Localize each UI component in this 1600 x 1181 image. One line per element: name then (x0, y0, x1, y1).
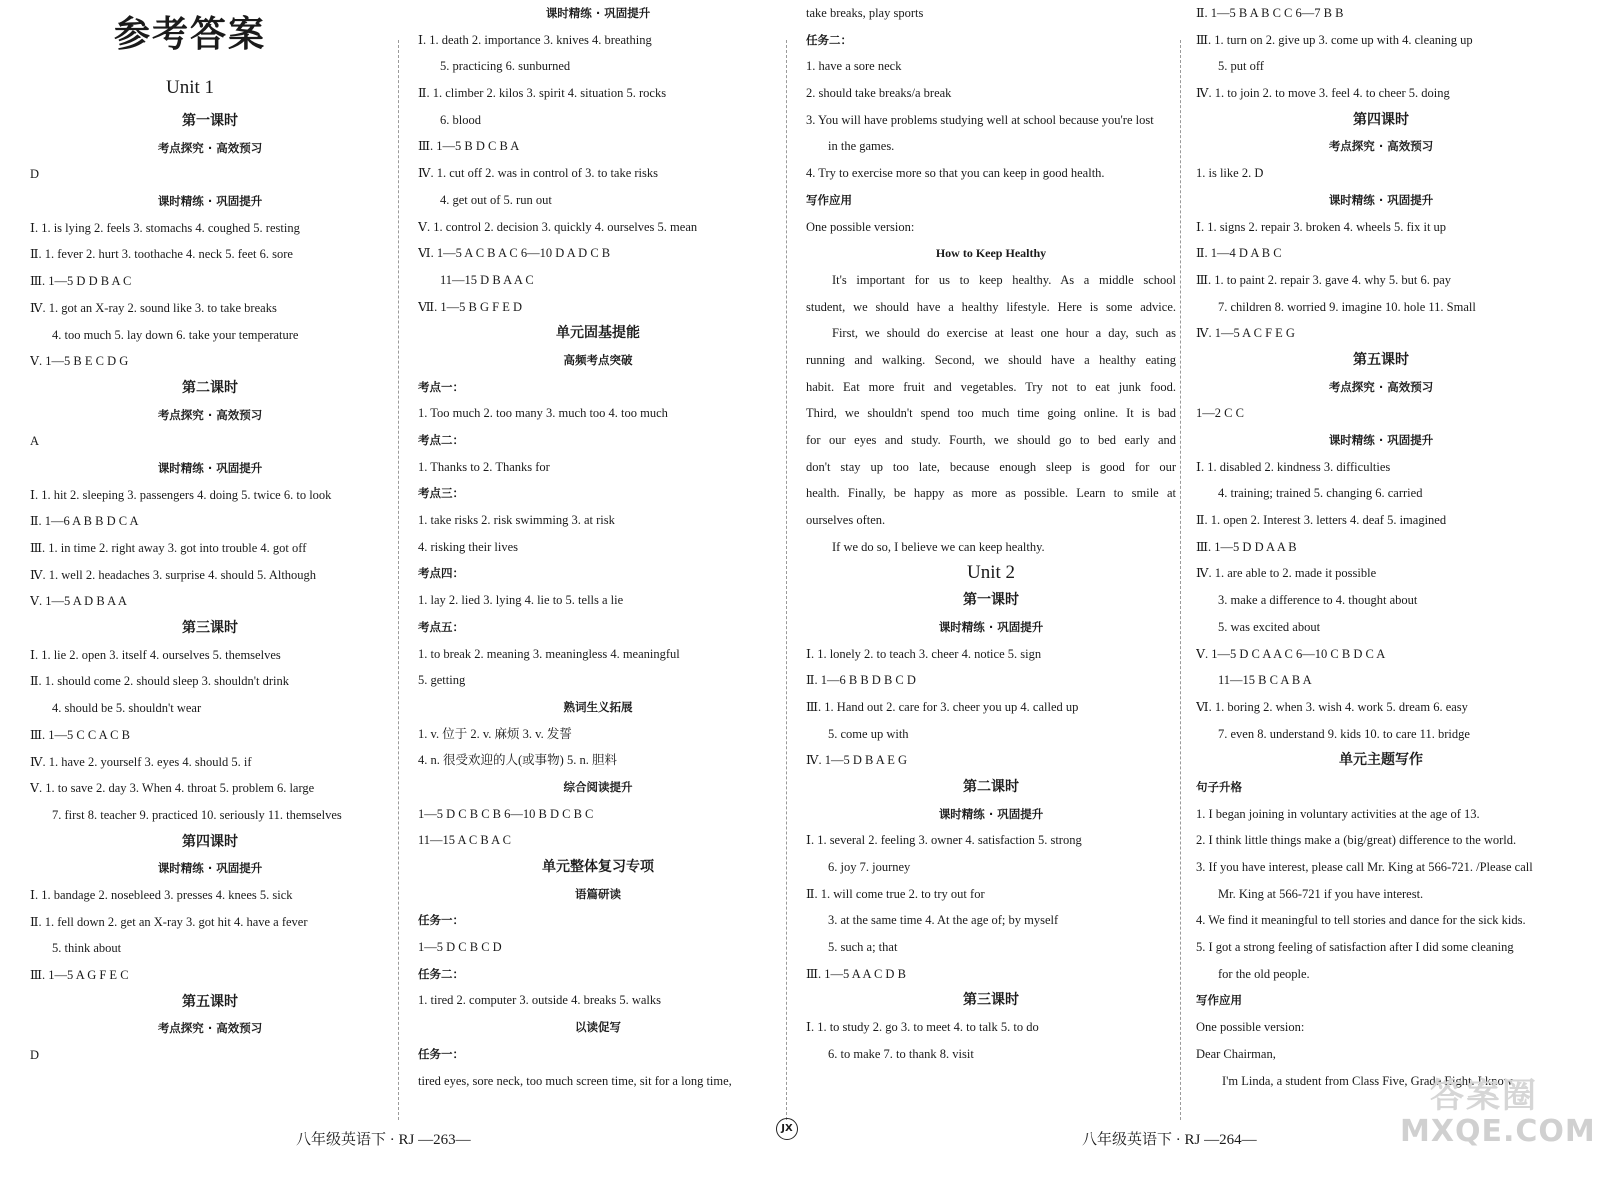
answer-line: Ⅴ. 1—5 B E C D G (30, 354, 129, 369)
answer-line: I'm Linda, a student from Class Five, Grade Eight. I know (1222, 1073, 1513, 1088)
subsection-heading: 课时精练 · 巩固提升 (157, 460, 263, 475)
answer-line: Ⅶ. 1—5 B G F E D (418, 299, 522, 314)
subsection-heading: 高频考点突破 (563, 352, 633, 367)
section-heading: 单元固基提能 (556, 325, 640, 342)
answer-line: Ⅳ. 1—5 A C F E G (1196, 326, 1295, 341)
subsection-heading: 课时精练 · 巩固提升 (157, 194, 263, 209)
answer-column-1 (30, 0, 390, 1120)
page-title: 参考答案 (113, 13, 266, 55)
answer-line: 11—15 B C A B A (1218, 673, 1312, 688)
answer-line: Mr. King at 566-721 if you have interest. (1218, 886, 1424, 901)
answer-line: First, we should do exercise at least one hour a day, such as (832, 326, 1176, 341)
answer-line: Ⅳ. 1. cut off 2. was in control of 3. to take risks (418, 166, 658, 181)
answer-column-3 (806, 0, 1176, 1120)
answer-line: 7. even 8. understand 9. kids 10. to care 11. bridge (1218, 726, 1470, 741)
unit-heading: Unit 2 (966, 562, 1016, 584)
subsection-heading: 综合阅读提升 (563, 779, 633, 794)
answer-line: 1. take risks 2. risk swimming 3. at risk (418, 513, 615, 528)
answer-line: Ⅲ. 1. turn on 2. give up 3. come up with 4. cleaning up (1196, 32, 1473, 47)
section-heading: 第三课时 (182, 620, 238, 637)
answer-line: 6. to make 7. to thank 8. visit (828, 1046, 974, 1061)
answer-line: in the games. (828, 139, 895, 154)
answer-line: 1. lay 2. lied 3. lying 4. lie to 5. tells a lie (418, 593, 624, 608)
answer-line: Dear Chairman, (1196, 1046, 1276, 1061)
unit1-heading: Unit 1 (165, 77, 215, 98)
answer-line: Ⅰ. 1. disabled 2. kindness 3. difficulties (1196, 459, 1391, 474)
answer-line: Ⅲ. 1—5 A G F E C (30, 968, 129, 982)
answer-line: 3. If you have interest, please call Mr. King at 566-721. /Please call (1196, 860, 1533, 874)
page-footer-left: 八年级英语下 · RJ —263— (296, 1132, 471, 1148)
subsection-heading: 考点探究 · 高效预习 (157, 140, 263, 155)
section-heading: 第五课时 (182, 993, 238, 1010)
answer-line: Ⅴ. 1. to save 2. day 3. When 4. throat 5. problem 6. large (30, 781, 315, 796)
section-heading: 第二课时 (963, 778, 1019, 795)
answer-line: don't stay up too late, because enough sleep is good for our (806, 459, 1176, 474)
answer-line: 4. should be 5. shouldn't wear (52, 701, 202, 716)
subsection-heading: 课时精练 · 巩固提升 (938, 806, 1044, 821)
task-label: 写作应用 (1196, 993, 1242, 1008)
section-heading: 第五课时 (1353, 351, 1409, 368)
answer-line: health. Finally, be happy as more as possible. Learn to smile at (806, 486, 1176, 501)
answer-line: Ⅲ. 1—5 A A C D B (806, 966, 906, 981)
subsection-heading: 课时精练 · 巩固提升 (938, 619, 1044, 634)
answer-line: student, we should have a healthy lifestyle. Here is some advice. (806, 299, 1176, 314)
task-label: 考点四： (418, 566, 464, 581)
answer-line: Ⅱ. 1—4 D A B C (1196, 246, 1282, 261)
watermark-url: MXQE.COM (1400, 1114, 1596, 1149)
answer-line: 7. first 8. teacher 9. practiced 10. seriously 11. themselves (52, 807, 342, 822)
answer-line: Ⅴ. 1—5 A D B A A (30, 594, 127, 609)
task-label: 考点二： (418, 433, 464, 447)
subsection-heading: 课时精练 · 巩固提升 (545, 6, 651, 20)
answer-line: Ⅳ. 1. got an X-ray 2. sound like 3. to take breaks (30, 300, 277, 315)
watermark-text: 答案圈 (1430, 1076, 1538, 1116)
answer-line: If we do so, I believe we can keep healthy. (832, 539, 1045, 554)
column-divider (1180, 40, 1181, 1120)
answer-line: 6. blood (440, 112, 481, 127)
answer-line: Ⅳ. 1. to join 2. to move 3. feel 4. to cheer 5. doing (1196, 86, 1450, 101)
task-label: 任务一： (418, 913, 464, 928)
answer-line: 1—2 C C (1196, 406, 1244, 421)
answer-line: for the old people. (1218, 966, 1310, 981)
answer-line: 4. risking their lives (418, 539, 518, 554)
answer-line: 5. put off (1218, 59, 1264, 74)
answer-line: Ⅵ. 1—5 A C B A C 6—10 D A D C B (418, 246, 611, 261)
section-heading: 第一课时 (182, 113, 238, 129)
subsection-heading: 课时精练 · 巩固提升 (1328, 192, 1434, 207)
answer-line: 1. Thanks to 2. Thanks for (418, 459, 550, 474)
task-label: 任务二： (806, 32, 852, 47)
task-label: 任务二： (418, 966, 464, 981)
subsection-heading: 以读促写 (575, 1020, 621, 1035)
answer-line: 5. practicing 6. sunburned (440, 59, 571, 74)
subsection-heading: 语篇研读 (575, 886, 621, 901)
answer-line: Ⅰ. 1. bandage 2. nosebleed 3. presses 4. knees 5. sick (30, 887, 293, 902)
answer-line: Ⅱ. 1. fever 2. hurt 3. toothache 4. neck 5. feet 6. sore (30, 247, 293, 262)
answer-line: 1. have a sore neck (806, 59, 902, 74)
section-heading: 第二课时 (182, 379, 238, 396)
task-label: 任务一： (418, 1046, 464, 1061)
answer-line: take breaks, play sports (806, 6, 924, 20)
answer-line: 11—15 D B A A C (440, 272, 534, 287)
answer-line: 6. joy 7. journey (828, 860, 911, 874)
answer-line: for our eyes and study. Fourth, we should go to bed early and (806, 433, 1176, 447)
task-label: 写作应用 (806, 192, 852, 207)
answer-line: Ⅱ. 1. will come true 2. to try out for (806, 886, 985, 901)
answer-line: Ⅰ. 1. lonely 2. to teach 3. cheer 4. notice 5. sign (806, 646, 1042, 661)
answer-line: 2. I think little things make a (big/great) difference to the world. (1196, 833, 1517, 848)
answer-column-2 (418, 0, 778, 1120)
answer-line: 5. think about (52, 941, 122, 956)
answer-line: 2. should take breaks/a break (806, 86, 952, 101)
answer-line: Ⅱ. 1. open 2. Interest 3. letters 4. deaf 5. imagined (1196, 513, 1447, 528)
essay-title: How to Keep Healthy (935, 246, 1047, 261)
answer-line: D (30, 1048, 40, 1063)
answer-line: Ⅳ. 1. have 2. yourself 3. eyes 4. should 5. if (30, 754, 252, 769)
answer-line: 5. I got a strong feeling of satisfaction after I did some cleaning (1196, 940, 1514, 955)
answer-line: Ⅴ. 1—5 D C A A C 6—10 C B D C A (1196, 646, 1386, 661)
answer-line: 4. too much 5. lay down 6. take your temperature (52, 327, 299, 342)
subsection-heading: 考点探究 · 高效预习 (1328, 139, 1434, 154)
answer-line: 11—15 A C B A C (418, 833, 511, 848)
section-heading: 第四课时 (182, 833, 238, 850)
answer-line: Ⅱ. 1. climber 2. kilos 3. spirit 4. situation 5. rocks (418, 86, 667, 101)
answer-line: Ⅱ. 1. should come 2. should sleep 3. shouldn't drink (30, 674, 289, 689)
task-label: 考点五： (418, 619, 464, 634)
answer-line: Ⅰ. 1. hit 2. sleeping 3. passengers 4. doing 5. twice 6. to look (30, 487, 332, 502)
answer-line: 3. at the same time 4. At the age of; by myself (828, 913, 1059, 928)
answer-line: Ⅰ. 1. is lying 2. feels 3. stomachs 4. coughed 5. resting (30, 220, 300, 235)
subsection-heading: 考点探究 · 高效预习 (157, 407, 263, 422)
answer-line: Ⅲ. 1—5 D D B A C (30, 274, 132, 289)
jx-badge-icon: JX (776, 1118, 798, 1140)
watermark-logo (1400, 1068, 1596, 1158)
subsection-heading: 课时精练 · 巩固提升 (157, 861, 263, 876)
answer-line: Ⅱ. 1—6 B B D B C D (806, 673, 916, 688)
answer-line: Ⅲ. 1. in time 2. right away 3. got into trouble 4. got off (30, 541, 307, 555)
answer-line: 1—5 D C B C B 6—10 B D C B C (418, 806, 594, 821)
answer-line: 1. to break 2. meaning 3. meaningless 4. meaningful (418, 646, 680, 661)
answer-line: 1—5 D C B C D (418, 940, 502, 955)
answer-line: 5. was excited about (1218, 619, 1321, 634)
answer-line: ourselves often. (806, 513, 886, 528)
answer-line: Ⅲ. 1—5 B D C B A (418, 139, 520, 154)
answer-line: 1. I began joining in voluntary activities at the age of 13. (1196, 806, 1480, 821)
task-label: 考点一： (418, 379, 464, 394)
answer-line: 3. You will have problems studying well at school because you're lost (806, 112, 1154, 127)
answer-line: Ⅲ. 1—5 D D A A B (1196, 539, 1297, 554)
answer-line: Ⅴ. 1. control 2. decision 3. quickly 4. ourselves 5. mean (418, 219, 698, 234)
answer-line: running and walking. Second, we should have a healthy eating (806, 352, 1176, 367)
answer-line: One possible version: (806, 219, 915, 234)
answer-line: 1. is like 2. D (1196, 166, 1264, 181)
answer-line: 1. Too much 2. too many 3. much too 4. too much (418, 406, 668, 421)
section-heading: 第一课时 (963, 592, 1019, 609)
subsection-heading: 熟词生义拓展 (563, 699, 633, 714)
answer-line: 4. get out of 5. run out (440, 192, 552, 207)
task-label: 句子升格 (1196, 779, 1242, 794)
page-footer-right: 八年级英语下 · RJ —264— (1082, 1132, 1257, 1148)
answer-line: 4. n. 很受欢迎的人(或事物) 5. n. 胆料 (418, 753, 617, 768)
answer-line: 5. getting (418, 673, 466, 688)
answer-column-4 (1196, 0, 1566, 1120)
answer-line: 4. training; trained 5. changing 6. carried (1218, 486, 1423, 501)
answer-line: Ⅳ. 1—5 D B A E G (806, 753, 908, 768)
answer-line: Ⅰ. 1. to study 2. go 3. to meet 4. to talk 5. to do (806, 1020, 1039, 1035)
answer-line: D (30, 167, 40, 182)
answer-line: Ⅱ. 1. fell down 2. get an X-ray 3. got hit 4. have a fever (30, 914, 308, 929)
column-divider (398, 40, 399, 1120)
answer-line: Ⅲ. 1. Hand out 2. care for 3. cheer you up 4. called up (806, 699, 1079, 714)
section-heading: 单元主题写作 (1339, 752, 1423, 769)
answer-line: Ⅵ. 1. boring 2. when 3. wish 4. work 5. dream 6. easy (1196, 699, 1468, 714)
subsection-heading: 考点探究 · 高效预习 (157, 1021, 263, 1036)
answer-line: 4. Try to exercise more so that you can keep in good health. (806, 166, 1105, 181)
answer-line: Ⅲ. 1. to paint 2. repair 3. gave 4. why 5. but 6. pay (1196, 272, 1452, 287)
answer-line: Ⅳ. 1. are able to 2. made it possible (1196, 566, 1377, 581)
section-heading: 第四课时 (1353, 111, 1409, 128)
answer-line: tired eyes, sore neck, too much screen time, sit for a long time, (418, 1073, 732, 1088)
subsection-heading: 考点探究 · 高效预习 (1328, 379, 1434, 394)
answer-line: A (30, 434, 40, 449)
answer-line: Ⅲ. 1—5 C C A C B (30, 727, 130, 742)
answer-line: Ⅰ. 1. signs 2. repair 3. broken 4. wheels 5. fix it up (1196, 219, 1447, 234)
answer-line: Third, we shouldn't spend too much time going online. It is bad (806, 406, 1176, 421)
column-divider (786, 40, 787, 1120)
answer-line: 7. children 8. worried 9. imagine 10. hole 11. Small (1218, 299, 1476, 314)
answer-line: Ⅰ. 1. death 2. importance 3. knives 4. breathing (418, 32, 652, 47)
answer-line: 4. We find it meaningful to tell stories and dance for the sick kids. (1196, 913, 1526, 928)
answer-line: 1. v. 位于 2. v. 麻烦 3. v. 发誓 (418, 726, 572, 741)
answer-line: Ⅰ. 1. several 2. feeling 3. owner 4. satisfaction 5. strong (806, 833, 1082, 848)
answer-line: Ⅰ. 1. lie 2. open 3. itself 4. ourselves 5. themselves (30, 647, 281, 662)
subsection-heading: 课时精练 · 巩固提升 (1328, 433, 1434, 447)
answer-line: Ⅳ. 1. well 2. headaches 3. surprise 4. should 5. Although (30, 567, 317, 582)
section-heading: 第三课时 (963, 992, 1019, 1009)
answer-line: One possible version: (1196, 1020, 1305, 1035)
answer-line: habit. Eat more fruit and vegetables. Try not to eat junk food. (806, 379, 1176, 394)
task-label: 考点三： (418, 486, 464, 501)
answer-line: 5. such a; that (828, 940, 898, 955)
answer-line: Ⅱ. 1—5 B A B C C 6—7 B B (1196, 6, 1344, 20)
section-heading: 单元整体复习专项 (542, 859, 654, 875)
answer-line: 1. tired 2. computer 3. outside 4. breaks 5. walks (418, 993, 662, 1008)
answer-line: 5. come up with (828, 726, 909, 741)
answer-line: 3. make a difference to 4. thought about (1218, 593, 1418, 608)
answer-line: Ⅱ. 1—6 A B B D C A (30, 514, 139, 529)
answer-line: It's important for us to keep healthy. As a middle school (832, 272, 1176, 287)
